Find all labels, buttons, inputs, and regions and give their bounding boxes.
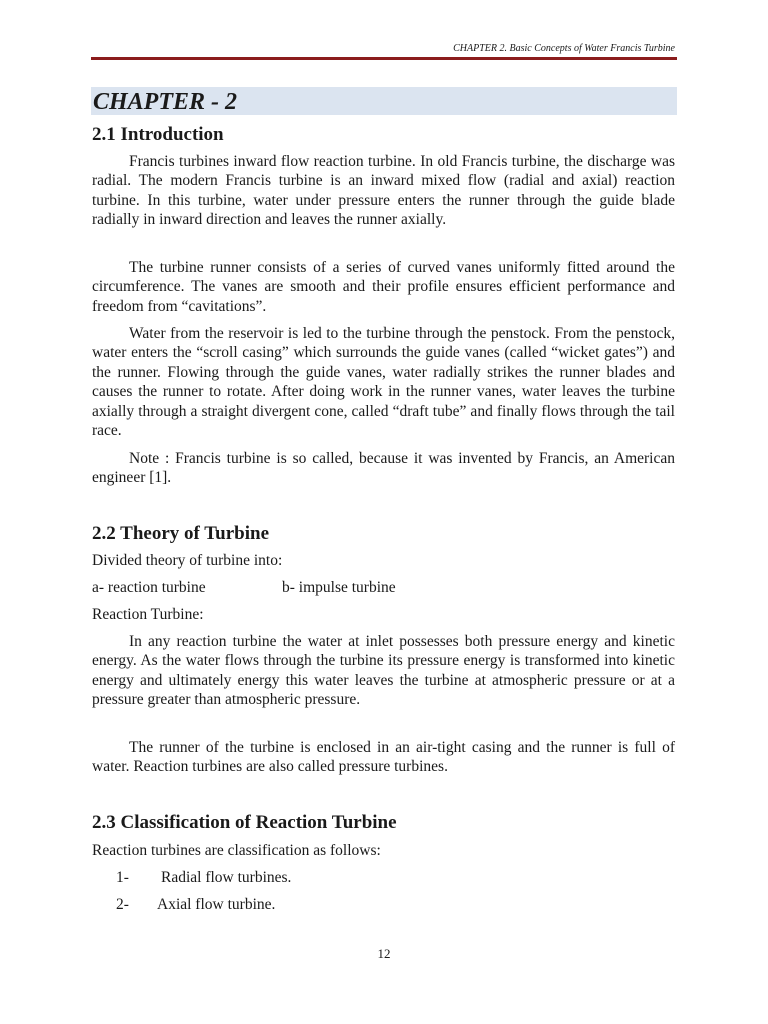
running-header: CHAPTER 2. Basic Concepts of Water Francis Turbine xyxy=(453,43,675,54)
list-item-number: 1- xyxy=(116,869,129,886)
intro-paragraph-note: Note : Francis turbine is so called, because it was invented by Francis, an American engineer [1]. xyxy=(92,450,675,487)
chapter-title: CHAPTER - 2 xyxy=(93,89,238,115)
intro-paragraph-2: The turbine runner consists of a series of curved vanes uniformly fitted around the circumference. The vanes are smooth and their profile ensures efficient performance and freedom from “cavitations”. xyxy=(92,259,675,315)
option-reaction-turbine: a- reaction turbine xyxy=(92,579,206,596)
intro-paragraph-1: Francis turbines inward flow reaction turbine. In old Francis turbine, the discharge was radial. The modern Francis turbine is an inward mixed flow (radial and axial) reaction turbine. In this turbine, water under pressure enters the runner through the guide blade radially in inward direction and leaves the runner axially. xyxy=(92,153,675,229)
section-heading-introduction: 2.1 Introduction xyxy=(92,124,224,145)
option-impulse-turbine: b- impulse turbine xyxy=(282,579,396,596)
intro-paragraph-3: Water from the reservoir is led to the turbine through the penstock. From the penstock, water enters the “scroll casing” which surrounds the guide vanes (called “wicket gates”) and the runner. Flowing through the guide vanes, water radially strikes the runner blades and causes the runner to rotate. After doing work in the runner vanes, water leaves the turbine axially through a straight divergent cone, called “draft tube” and finally flows through the tail race. xyxy=(92,325,675,440)
page-number: 12 xyxy=(377,946,391,961)
reaction-turbine-subheading: Reaction Turbine: xyxy=(92,606,204,623)
classification-lead: Reaction turbines are classification as follows: xyxy=(92,842,381,859)
theory-paragraph-1: In any reaction turbine the water at inlet possesses both pressure energy and kinetic energy. As the water flows through the turbine its pressure energy is transformed into kinetic energy and ultimately energy this water leaves the turbine at atmospheric pressure or at a pressure greater than atmospheric pressure. xyxy=(92,633,675,709)
header-rule xyxy=(91,57,677,60)
section-heading-classification: 2.3 Classification of Reaction Turbine xyxy=(92,812,397,833)
list-item-text: Axial flow turbine. xyxy=(157,896,276,913)
list-item-number: 2- xyxy=(116,896,129,913)
theory-paragraph-2: The runner of the turbine is enclosed in an air-tight casing and the runner is full of water. Reaction turbines are also called pressure turbines. xyxy=(92,739,675,776)
list-item-text: Radial flow turbines. xyxy=(161,869,292,886)
section-heading-theory: 2.2 Theory of Turbine xyxy=(92,523,270,544)
theory-lead: Divided theory of turbine into: xyxy=(92,552,283,569)
